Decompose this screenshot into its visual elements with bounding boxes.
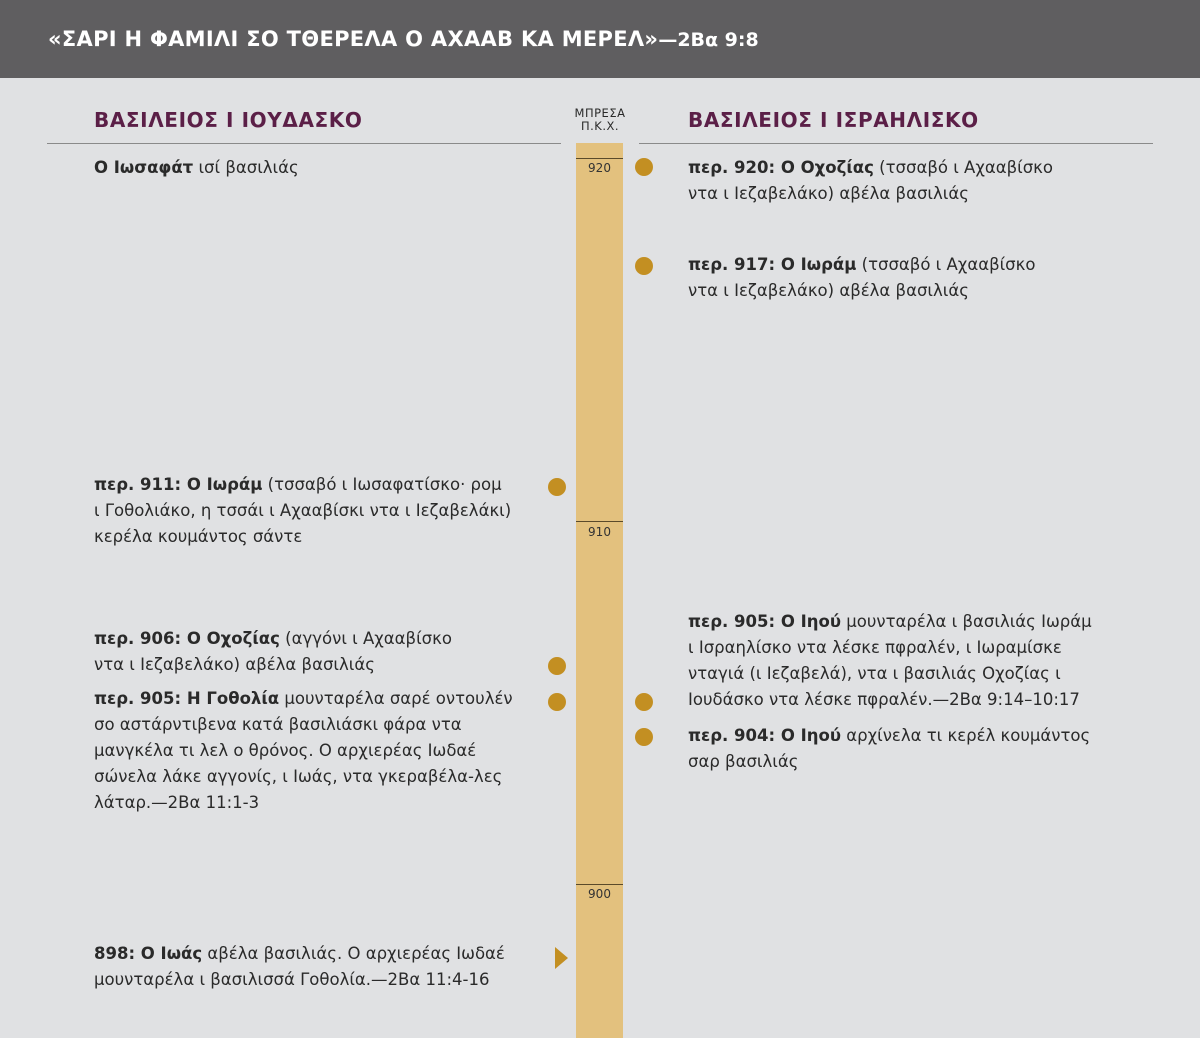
axis-label-line2: Π.Κ.Χ. <box>580 119 620 133</box>
left-event-1 <box>94 155 299 181</box>
event-text: σώνελα λάκε αγγονίς, ι Ιωάς, ντα γκεραβέλα-λες <box>94 767 503 786</box>
marker-dot <box>635 257 653 275</box>
event-lead: περ. 905: Η Γοθολία <box>94 689 280 708</box>
event-lead: περ. 917: Ο Ιωράμ <box>688 255 857 274</box>
axis-label-line1: ΜΠΡΕΣΑ <box>574 106 626 120</box>
marker-dot <box>635 728 653 746</box>
tick-line-900 <box>576 884 623 885</box>
header-bar <box>0 0 1200 78</box>
scripture-reference: —2Βα 9:8 <box>658 29 759 51</box>
left-column-title: ΒΑΣΙΛΕΙΟΣ Ι ΙΟΥΔΑΣΚΟ <box>94 108 363 132</box>
event-text: (αγγόνι ι Αχααβίσκο <box>279 629 452 648</box>
left-event-3 <box>94 626 452 678</box>
event-text: αρχίνελα τι κερέλ κουμάντος <box>840 726 1091 745</box>
event-text: ι Γοθολιάκο, η τσσάι ι Αχααβίσκι ντα ι Ιεζαβελάκι) <box>94 501 512 520</box>
left-divider <box>47 143 561 144</box>
event-text: κερέλα κουμάντος σάντε <box>94 527 303 546</box>
event-lead: περ. 906: Ο Οχοζίας <box>94 629 280 648</box>
event-lead: περ. 905: Ο Ιηού <box>688 612 841 631</box>
event-text: μουνταρέλα ι βασιλιάς Ιωράμ <box>840 612 1092 631</box>
event-text: (τσσαβό ι Αχααβίσκο <box>856 255 1036 274</box>
event-text: ι Ισραηλίσκο ντα λέσκε πφραλέν, ι Ιωραμίσκε <box>688 638 1062 657</box>
event-text: μουνταρέλα ι βασιλισσά Γοθολία.—2Βα 11:4-16 <box>94 970 490 989</box>
event-text: μανγκέλα τι λελ ο θρόνος. Ο αρχιερέας Ιωδαέ <box>94 741 477 760</box>
event-text: νταγιά (ι Ιεζαβελά), ντα ι βασιλιάς Οχοζίας ι <box>688 664 1061 683</box>
marker-arrow <box>555 947 568 969</box>
event-text: (τσσαβό ι Αχααβίσκο <box>873 158 1053 177</box>
marker-dot <box>548 478 566 496</box>
left-event-5 <box>94 941 505 993</box>
event-text: ντα ι Ιεζαβελάκο) αβέλα βασιλιάς <box>94 655 375 674</box>
event-text: αβέλα βασιλιάς. Ο αρχιερέας Ιωδαέ <box>202 944 505 963</box>
event-text: σο αστάρντιβενα κατά βασιλιάσκι φάρα ντα <box>94 715 462 734</box>
right-column-title: ΒΑΣΙΛΕΙΟΣ Ι ΙΣΡΑΗΛΙΣΚΟ <box>688 108 979 132</box>
event-lead: 898: Ο Ιωάς <box>94 944 203 963</box>
event-text: ισί βασιλιάς <box>193 158 299 177</box>
marker-dot <box>548 693 566 711</box>
left-event-4 <box>94 686 513 816</box>
tick-label-920: 920 <box>588 161 611 175</box>
right-divider <box>639 143 1153 144</box>
event-lead: περ. 920: Ο Οχοζίας <box>688 158 874 177</box>
tick-label-910: 910 <box>588 525 611 539</box>
tick-label-900: 900 <box>588 887 611 901</box>
tick-line-910 <box>576 521 623 522</box>
event-lead: περ. 911: Ο Ιωράμ <box>94 475 263 494</box>
event-text: (τσσαβό ι Ιωσαφατίσκο· ρομ <box>262 475 502 494</box>
marker-dot <box>635 158 653 176</box>
marker-dot <box>548 657 566 675</box>
event-text: ντα ι Ιεζαβελάκο) αβέλα βασιλιάς <box>688 184 969 203</box>
axis-label <box>560 107 640 133</box>
marker-dot <box>635 693 653 711</box>
event-lead: Ο Ιωσαφάτ <box>94 158 194 177</box>
event-text: μουνταρέλα σαρέ οντουλέν <box>279 689 513 708</box>
event-text: λάταρ.—2Βα 11:1-3 <box>94 793 260 812</box>
event-lead: περ. 904: Ο Ιηού <box>688 726 841 745</box>
event-text: ντα ι Ιεζαβελάκο) αβέλα βασιλιάς <box>688 281 969 300</box>
right-event-4 <box>688 723 1090 775</box>
left-event-2 <box>94 472 511 550</box>
tick-line-920 <box>576 158 623 159</box>
right-event-2 <box>688 252 1035 304</box>
timeline-bar <box>576 143 623 1038</box>
page-title: «ΣΑΡΙ Η ΦΑΜΙΛΙ ΣΟ ΤΘΕΡΕΛΑ Ο ΑΧΑΑΒ ΚΑ ΜΕΡΕΛ» <box>48 27 659 51</box>
event-text: σαρ βασιλιάς <box>688 752 799 771</box>
right-event-1 <box>688 155 1053 207</box>
right-event-3 <box>688 609 1092 713</box>
event-text: Ιουδάσκο ντα λέσκε πφραλέν.—2Βα 9:14–10:17 <box>688 690 1080 709</box>
